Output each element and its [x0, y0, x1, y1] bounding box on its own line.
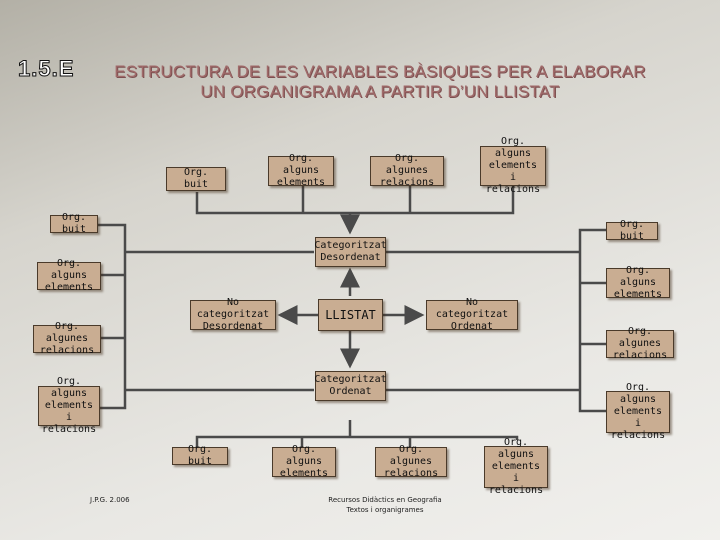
source-line-2: Textos i organigrames — [346, 506, 424, 514]
left-org-relacions: Org. algunes relacions — [33, 325, 101, 353]
author-credit: J.P.G. 2.006 — [90, 496, 130, 504]
title-line-2: UN ORGANIGRAMA A PARTIR D’UN LLISTAT — [200, 82, 560, 101]
nocat-ordenat: No categoritzat Ordenat — [426, 300, 518, 330]
left-org-elements: Org. alguns elements — [37, 262, 101, 290]
top-org-relacions: Org. algunes relacions — [370, 156, 444, 186]
right-org-elements-relacions: Org. alguns elements i relacions — [606, 391, 670, 433]
source-line-1: Recursos Didàctics en Geografia — [328, 496, 442, 504]
bottom-org-elements-relacions: Org. alguns elements i relacions — [484, 446, 548, 488]
right-org-buit: Org. buit — [606, 222, 658, 240]
title-line-1: ESTRUCTURA DE LES VARIABLES BÀSIQUES PER A ELABORAR — [114, 62, 646, 81]
bottom-bracket — [197, 437, 517, 465]
top-org-elements-relacions: Org. alguns elements i relacions — [480, 146, 546, 186]
top-org-buit: Org. buit — [166, 167, 226, 191]
bottom-org-relacions: Org. algunes relacions — [375, 447, 447, 477]
top-bracket — [197, 185, 513, 213]
right-org-elements: Org. alguns elements — [606, 268, 670, 298]
llistat-box: LLISTAT — [318, 299, 383, 331]
cat-desordenat: Categoritzat Desordenat — [315, 237, 386, 267]
cat-ordenat: Categoritzat Ordenat — [315, 371, 386, 401]
nocat-desordenat: No categoritzat Desordenat — [190, 300, 276, 330]
right-org-relacions: Org. algunes relacions — [606, 330, 674, 358]
bottom-org-buit: Org. buit — [172, 447, 228, 465]
left-org-elements-relacions: Org. alguns elements i relacions — [38, 386, 100, 426]
logo-badge: 1.5.E — [18, 56, 75, 81]
right-bracket — [580, 230, 607, 411]
bottom-org-elements: Org. alguns elements — [272, 447, 336, 477]
left-bracket — [97, 225, 125, 408]
left-org-buit: Org. buit — [50, 215, 98, 233]
top-org-elements: Org. alguns elements — [268, 156, 334, 186]
source-credit — [300, 495, 470, 515]
